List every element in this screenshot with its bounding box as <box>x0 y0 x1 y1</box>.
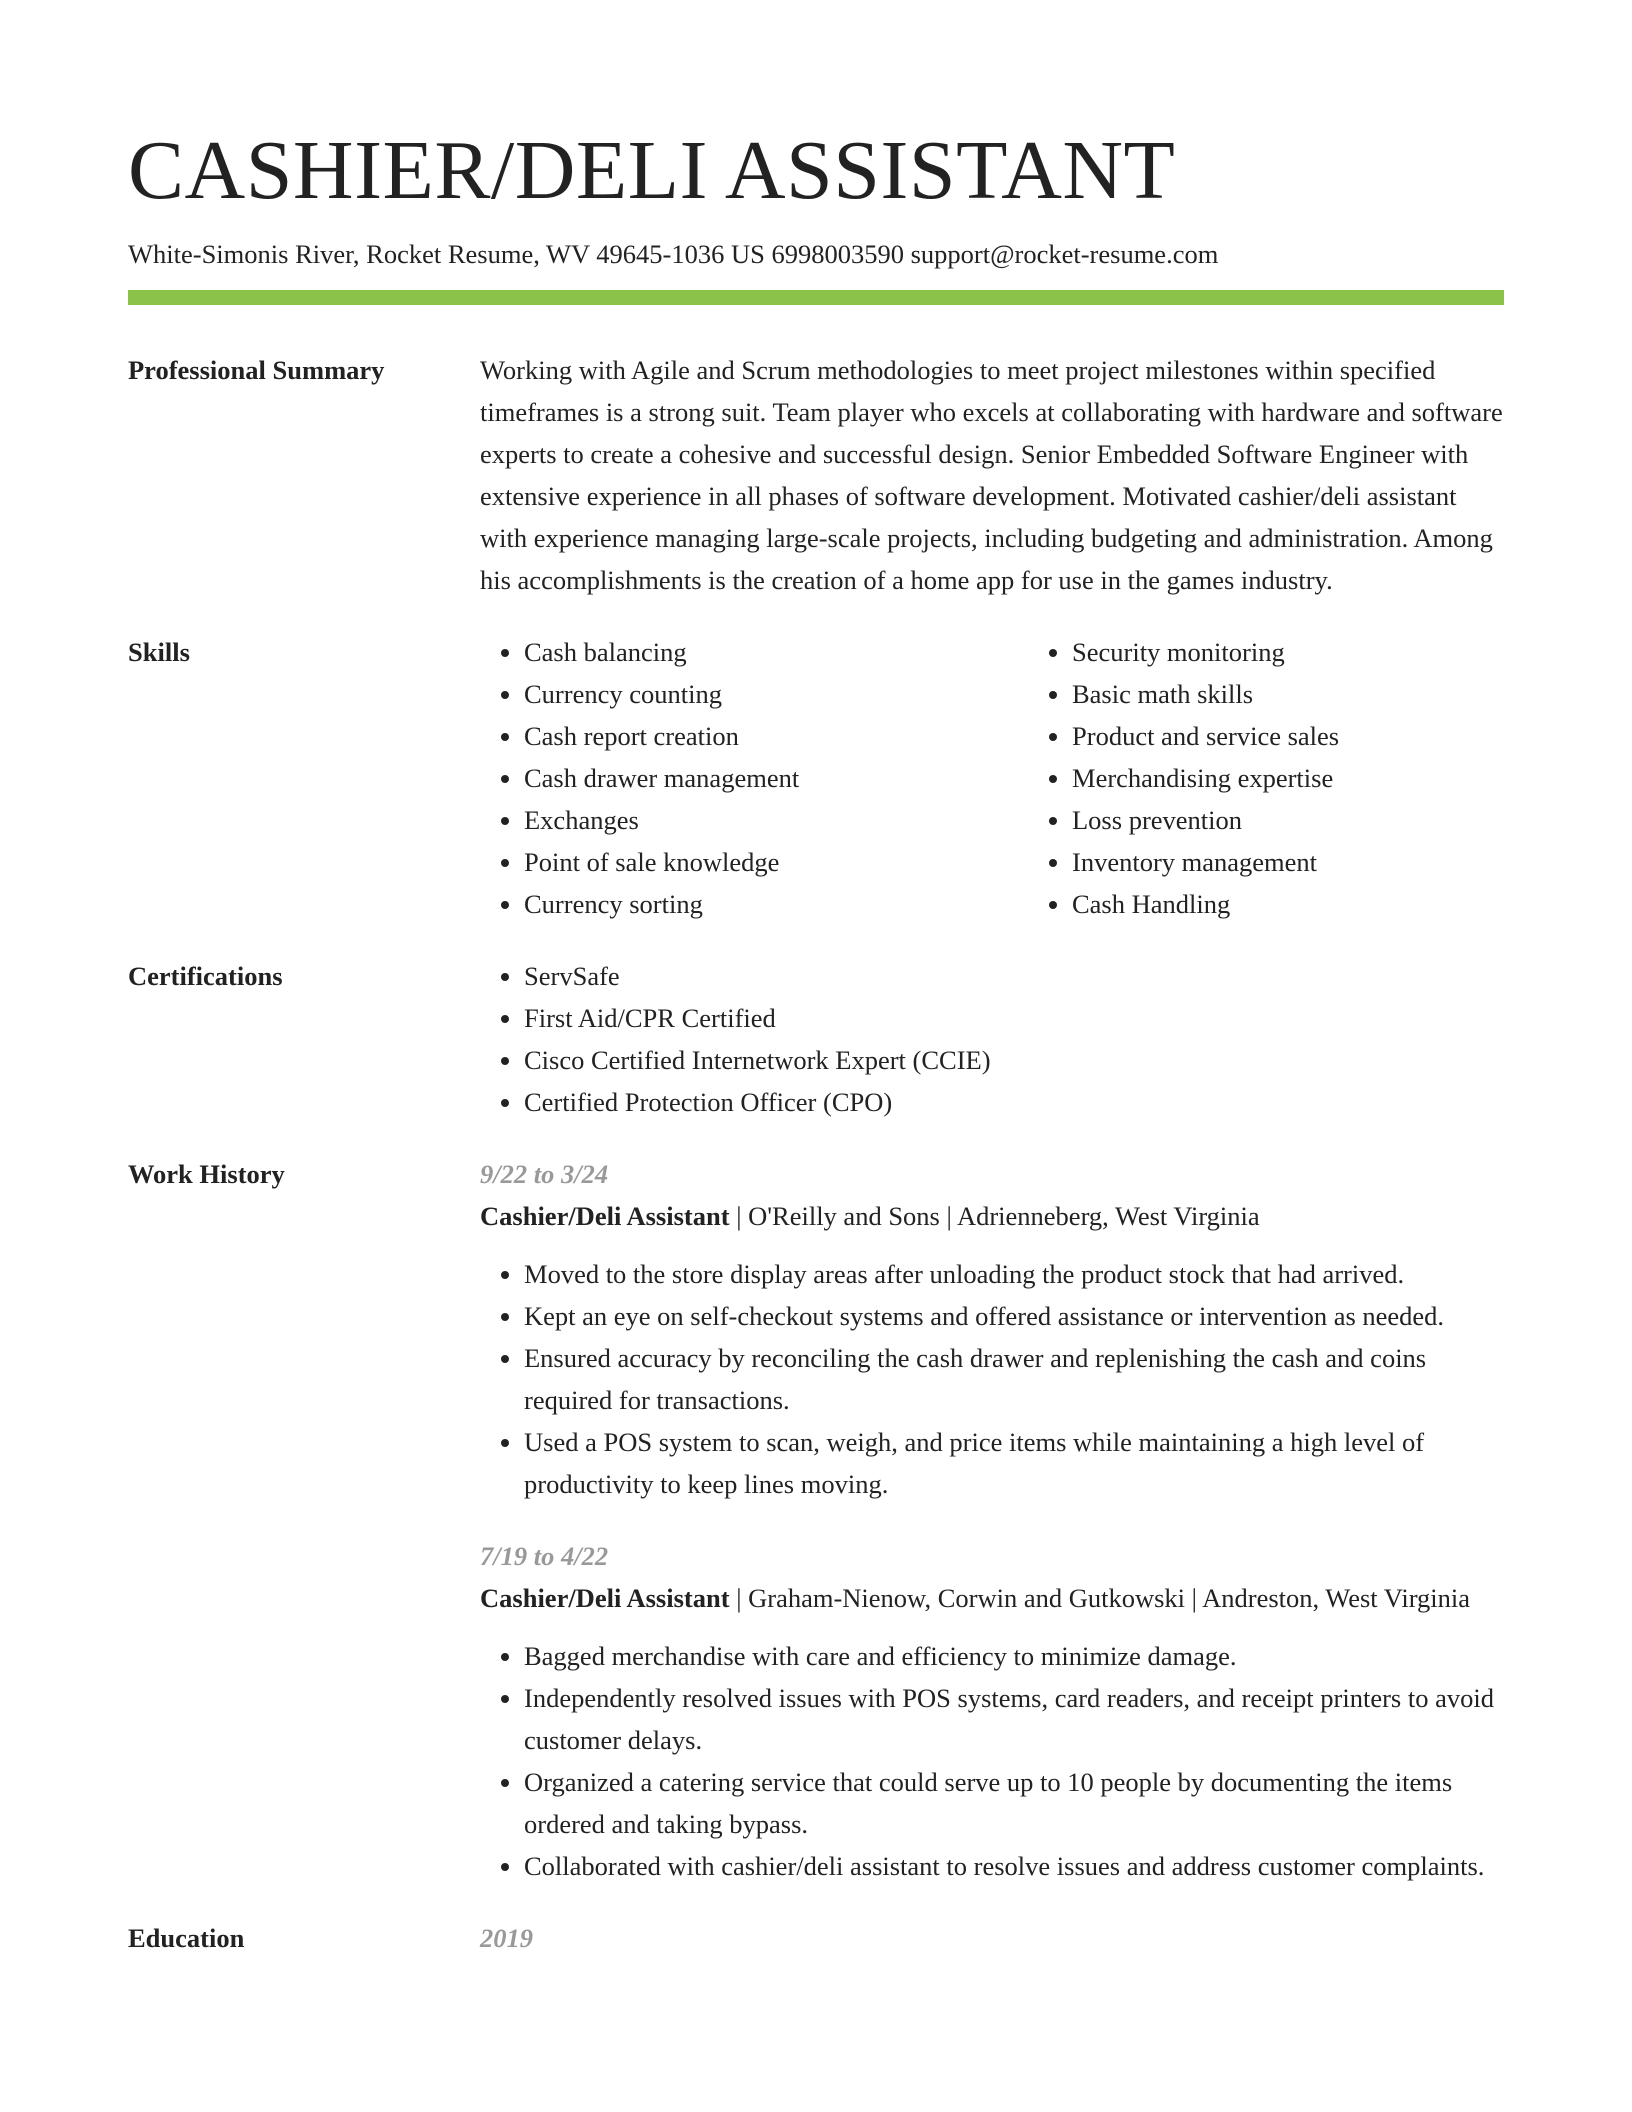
education-section <box>128 1917 1504 1959</box>
job-bullet: • Moved to the store display areas after unloading the product stock that had arrived. <box>524 1253 1504 1295</box>
skills-section <box>128 631 1504 925</box>
certification-item: • ServSafe <box>524 955 1504 997</box>
summary-text: Working with Agile and Scrum methodologies to meet project milestones within specified timeframes is a strong suit. Team player who excels at collaborating with hardware and software experts to create a cohesive and successful design. Senior Embedded Software Engineer with extensive experience in all phases of software development. Motivated cashier/deli assistant with experience managing large-scale projects, including budgeting and administration. Among his accomplishments is the creation of a home app for use in the games industry. <box>480 355 1503 595</box>
skills-heading: Skills <box>128 637 190 667</box>
job-heading <box>480 1577 1504 1619</box>
certifications-list <box>480 955 1504 1123</box>
summary-heading: Professional Summary <box>128 355 385 385</box>
skill-item: • Security monitoring <box>1072 631 1504 673</box>
resume-name: CASHIER/DELI ASSISTANT <box>128 124 1176 217</box>
skill-item: • Currency counting <box>524 673 1028 715</box>
certification-item: • Certified Protection Officer (CPO) <box>524 1081 1504 1123</box>
accent-divider <box>128 290 1504 305</box>
skill-item: • Currency sorting <box>524 883 1028 925</box>
resume-page <box>128 0 1504 1959</box>
work-history-body <box>480 1153 1504 1887</box>
skill-item: • Point of sale knowledge <box>524 841 1028 883</box>
skill-item: • Cash Handling <box>1072 883 1504 925</box>
work-history-heading: Work History <box>128 1159 285 1189</box>
job-bullet: • Ensured accuracy by reconciling the cash drawer and replenishing the cash and coins required for transactions. <box>524 1337 1504 1421</box>
job-bullet: • Collaborated with cashier/deli assistant to resolve issues and address customer complaints. <box>524 1845 1504 1887</box>
job-bullets <box>480 1635 1504 1887</box>
skills-columns <box>480 631 1504 925</box>
skill-item: • Cash balancing <box>524 631 1028 673</box>
job-title: Cashier/Deli Assistant <box>480 1583 730 1613</box>
certifications-heading: Certifications <box>128 961 283 991</box>
skill-item: • Basic math skills <box>1072 673 1504 715</box>
skill-item: • Loss prevention <box>1072 799 1504 841</box>
contact-line: White-Simonis River, Rocket Resume, WV 49645-1036 US 6998003590 support@rocket-resume.com <box>128 239 1219 269</box>
job-entry <box>480 1535 1504 1887</box>
job-details: | Graham-Nienow, Corwin and Gutkowski | Andreston, West Virginia <box>729 1583 1471 1613</box>
certifications-body <box>480 955 1504 1123</box>
skill-item: • Merchandising expertise <box>1072 757 1504 799</box>
education-date: 2019 <box>480 1923 533 1953</box>
job-bullet: • Organized a catering service that could serve up to 10 people by documenting the items ordered and taking bypass. <box>524 1761 1504 1845</box>
certifications-section <box>128 955 1504 1123</box>
summary-section <box>128 349 1504 601</box>
job-entry <box>480 1153 1504 1505</box>
education-heading: Education <box>128 1923 245 1953</box>
job-details: | O'Reilly and Sons | Adrienneberg, West Virginia <box>729 1201 1260 1231</box>
skill-item: • Product and service sales <box>1072 715 1504 757</box>
skill-item: • Exchanges <box>524 799 1028 841</box>
job-bullet: • Independently resolved issues with POS systems, card readers, and receipt printers to avoid customer delays. <box>524 1677 1504 1761</box>
job-bullet: • Bagged merchandise with care and efficiency to minimize damage. <box>524 1635 1504 1677</box>
skills-list-left <box>480 631 1028 925</box>
job-dates: 7/19 to 4/22 <box>480 1541 609 1571</box>
job-dates: 9/22 to 3/24 <box>480 1159 609 1189</box>
skill-item: • Inventory management <box>1072 841 1504 883</box>
certification-item: • Cisco Certified Internetwork Expert (CCIE) <box>524 1039 1504 1081</box>
education-body <box>480 1917 1504 1959</box>
job-bullets <box>480 1253 1504 1505</box>
skills-list-right <box>1028 631 1504 925</box>
job-bullet: • Used a POS system to scan, weigh, and price items while maintaining a high level of productivity to keep lines moving. <box>524 1421 1504 1505</box>
job-heading <box>480 1195 1504 1237</box>
work-history-section <box>128 1153 1504 1887</box>
certification-item: • First Aid/CPR Certified <box>524 997 1504 1039</box>
skill-item: • Cash drawer management <box>524 757 1028 799</box>
job-title: Cashier/Deli Assistant <box>480 1201 730 1231</box>
job-bullet: • Kept an eye on self-checkout systems and offered assistance or intervention as needed. <box>524 1295 1504 1337</box>
skill-item: • Cash report creation <box>524 715 1028 757</box>
